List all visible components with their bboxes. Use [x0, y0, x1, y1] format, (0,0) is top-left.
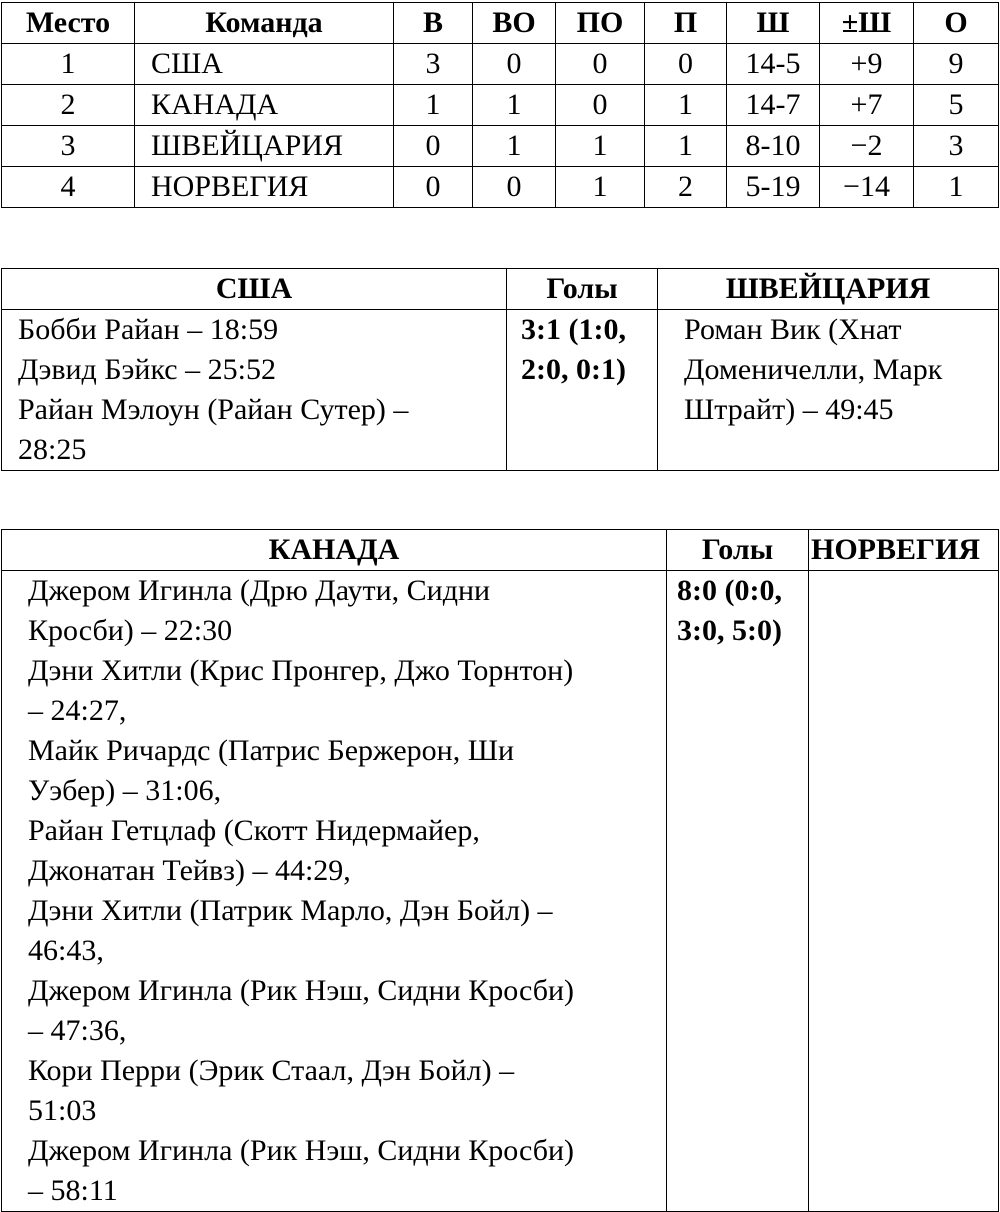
match-score [667, 571, 809, 1212]
scorer-line: 51:03 [28, 1094, 97, 1127]
header-goals: Ш [727, 3, 820, 44]
score-line: 3:0, 5:0) [677, 614, 782, 647]
cell-points: 1 [914, 167, 999, 208]
cell-losses: 2 [645, 167, 727, 208]
cell-goals: 8-10 [727, 126, 820, 167]
scorer-line: Уэбер) – 31:06, [28, 774, 222, 807]
scorer-line: Кори Перри (Эрик Стаал, Дэн Бойл) – [28, 1054, 515, 1087]
match-score [507, 310, 658, 471]
right-scorers [658, 310, 999, 471]
scorer-line: Дэни Хитли (Крис Пронгер, Джо Торнтон) [28, 654, 574, 687]
left-scorers [2, 571, 667, 1212]
cell-points: 3 [914, 126, 999, 167]
score-line: 8:0 (0:0, [677, 574, 782, 607]
cell-place: 4 [2, 167, 135, 208]
cell-losses: 1 [645, 85, 727, 126]
match-goals-header: Голы [507, 269, 658, 310]
cell-goal-diff: −14 [820, 167, 914, 208]
right-scorers-empty [809, 571, 999, 1212]
scorer-line: – 24:27, [28, 694, 127, 727]
cell-goal-diff: +7 [820, 85, 914, 126]
match-header-row [2, 269, 999, 310]
match-goals-header: Голы [667, 530, 809, 571]
cell-goals: 14-5 [727, 44, 820, 85]
cell-goals: 14-7 [727, 85, 820, 126]
match-team-left: КАНАДА [2, 530, 667, 571]
cell-ot-losses: 1 [556, 167, 645, 208]
header-place: Место [2, 3, 135, 44]
cell-goal-diff: −2 [820, 126, 914, 167]
scorer-line: Райан Гетцлаф (Скотт Нидермайер, [28, 814, 480, 847]
standings-table [1, 2, 999, 208]
cell-place: 1 [2, 44, 135, 85]
cell-wins: 0 [394, 126, 473, 167]
left-scorers [2, 310, 507, 471]
scorer-line: – 47:36, [28, 1014, 127, 1047]
scorer-line: Майк Ричардс (Патрис Бержерон, Ши [28, 734, 515, 767]
header-points: О [914, 3, 999, 44]
scorer-line: Джером Игинла (Рик Нэш, Сидни Кросби) [28, 974, 575, 1007]
scorer-line: Штрайт) – 49:45 [684, 393, 894, 426]
scorer-line: Доменичелли, Марк [684, 353, 943, 386]
cell-place: 2 [2, 85, 135, 126]
cell-team: ШВЕЙЦАРИЯ [135, 126, 394, 167]
cell-ot-wins: 0 [473, 167, 556, 208]
cell-ot-wins: 1 [473, 85, 556, 126]
match-team-right: НОРВЕГИЯ [809, 530, 999, 571]
header-ot-losses: ПО [556, 3, 645, 44]
scorer-line: Кросби) – 22:30 [28, 614, 233, 647]
match-usa-switzerland-table [1, 268, 999, 471]
cell-ot-losses: 0 [556, 44, 645, 85]
header-goal-diff: ±Ш [820, 3, 914, 44]
scorer-line: Дэвид Бэйкс – 25:52 [18, 353, 276, 386]
cell-points: 5 [914, 85, 999, 126]
cell-ot-losses: 1 [556, 126, 645, 167]
table-row [2, 44, 999, 85]
cell-ot-losses: 0 [556, 85, 645, 126]
cell-losses: 0 [645, 44, 727, 85]
scorer-line: Райан Мэлоун (Райан Сутер) – [18, 393, 409, 426]
table-row [2, 167, 999, 208]
header-wins: В [394, 3, 473, 44]
match-team-left: США [2, 269, 507, 310]
scorer-line: – 58:11 [28, 1174, 118, 1207]
score-line: 3:1 (1:0, [521, 313, 626, 346]
scorer-line: 28:25 [18, 433, 87, 466]
cell-goals: 5-19 [727, 167, 820, 208]
match-team-right: ШВЕЙЦАРИЯ [658, 269, 999, 310]
scorer-line: Джером Игинла (Дрю Даути, Сидни [28, 574, 491, 607]
match-body-row [2, 310, 999, 471]
score-line: 2:0, 0:1) [521, 353, 626, 386]
table-row [2, 126, 999, 167]
cell-place: 3 [2, 126, 135, 167]
match-canada-norway-table [1, 529, 999, 1212]
cell-team: США [135, 44, 394, 85]
scorer-line: Джером Игинла (Рик Нэш, Сидни Кросби) [28, 1134, 575, 1167]
match-header-row [2, 530, 999, 571]
scorer-line: Роман Вик (Хнат [684, 313, 902, 346]
cell-goal-diff: +9 [820, 44, 914, 85]
cell-team: НОРВЕГИЯ [135, 167, 394, 208]
cell-losses: 1 [645, 126, 727, 167]
standings-header-row [2, 3, 999, 44]
header-team: Команда [135, 3, 394, 44]
cell-wins: 1 [394, 85, 473, 126]
cell-team: КАНАДА [135, 85, 394, 126]
header-losses: П [645, 3, 727, 44]
cell-ot-wins: 1 [473, 126, 556, 167]
scorer-line: Джонатан Тейвз) – 44:29, [28, 854, 351, 887]
cell-points: 9 [914, 44, 999, 85]
cell-wins: 0 [394, 167, 473, 208]
cell-ot-wins: 0 [473, 44, 556, 85]
header-ot-wins: ВО [473, 3, 556, 44]
cell-wins: 3 [394, 44, 473, 85]
scorer-line: Дэни Хитли (Патрик Марло, Дэн Бойл) – [28, 894, 553, 927]
table-row [2, 85, 999, 126]
scorer-line: 46:43, [28, 934, 104, 967]
match-body-row [2, 571, 999, 1212]
scorer-line: Бобби Райан – 18:59 [18, 313, 279, 346]
